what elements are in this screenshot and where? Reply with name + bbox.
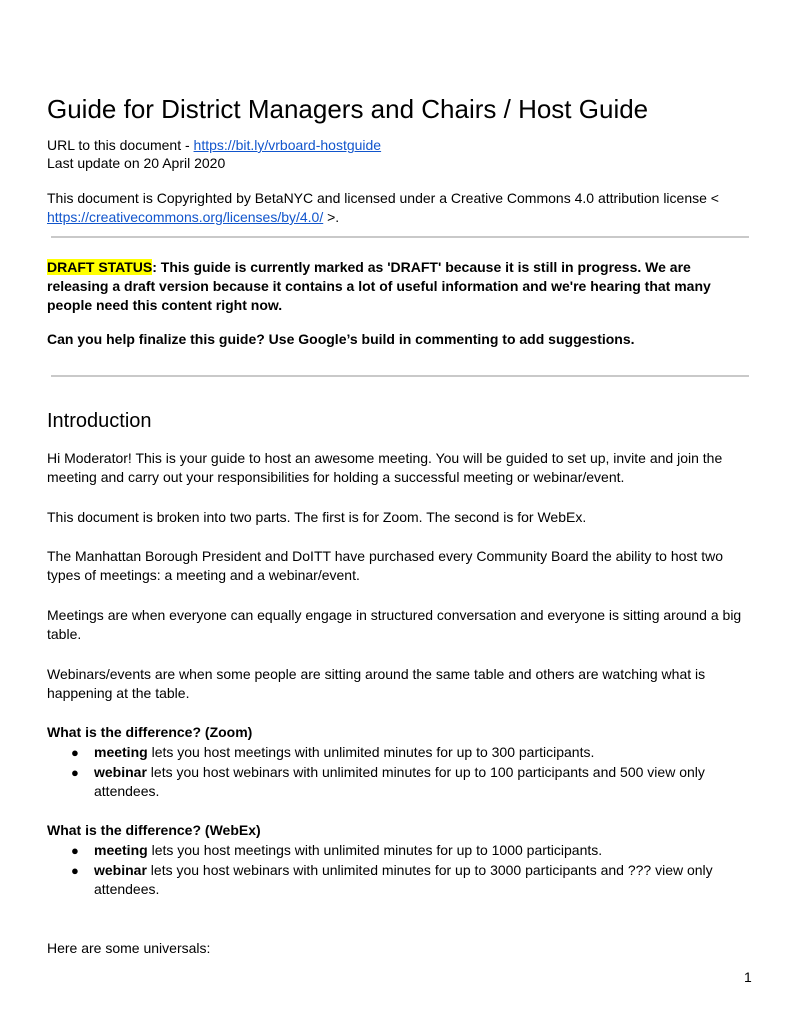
list-item bbox=[94, 841, 754, 860]
page-number: 1 bbox=[744, 969, 752, 985]
introduction-heading: Introduction bbox=[47, 410, 152, 432]
last-update: Last update on 20 April 2020 bbox=[47, 155, 226, 171]
bullet-icon: ● bbox=[71, 843, 79, 858]
bullet-icon: ● bbox=[71, 745, 79, 760]
item-text: lets you host meetings with unlimited minutes for up to 300 participants. bbox=[147, 744, 595, 760]
bullet-icon: ● bbox=[71, 765, 79, 780]
bullet-icon: ● bbox=[71, 863, 79, 878]
divider bbox=[51, 236, 749, 238]
item-text: lets you host meetings with unlimited minutes for up to 1000 participants. bbox=[147, 842, 603, 858]
universals-text: Here are some universals: bbox=[47, 940, 211, 956]
intro-paragraph-1: Hi Moderator! This is your guide to host an awesome meeting. You will be guided to set up, invite and join the meeting and carry out your responsibilities for holding a successful meeting or webinar/event. bbox=[47, 450, 723, 485]
list-item bbox=[94, 861, 754, 899]
license-paragraph bbox=[47, 189, 757, 227]
intro-paragraph-3: The Manhattan Borough President and DoITT have purchased every Community Board the ability to host two types of meetings: a meeting and a webinar/event. bbox=[47, 548, 723, 583]
item-text: lets you host webinars with unlimited minutes for up to 100 participants and 500 view only attendees. bbox=[94, 764, 705, 799]
license-suffix: >. bbox=[323, 209, 340, 225]
intro-paragraph-4: Meetings are when everyone can equally engage in structured conversation and everyone is sitting around a big table. bbox=[47, 607, 742, 642]
draft-status-text: : This guide is currently marked as 'DRAFT' because it is still in progress. We are releasing a draft version because it contains a lot of useful information and we're hearing that many people need this content right now. bbox=[47, 259, 711, 313]
intro-paragraph-5: Webinars/events are when some people are sitting around the same table and others are watching what is happening at the table. bbox=[47, 666, 706, 701]
intro-paragraph-2: This document is broken into two parts. The first is for Zoom. The second is for WebEx. bbox=[47, 509, 587, 525]
license-link[interactable]: https://creativecommons.org/licenses/by/4.0/ bbox=[47, 209, 324, 225]
url-prefix: URL to this document - bbox=[47, 137, 194, 153]
term: webinar bbox=[94, 764, 147, 780]
term: meeting bbox=[94, 744, 148, 760]
help-finalize-text: Can you help finalize this guide? Use Google’s build in commenting to add suggestions. bbox=[47, 331, 635, 347]
draft-status-paragraph bbox=[47, 258, 747, 315]
list-item bbox=[94, 763, 754, 801]
webex-difference-heading: What is the difference? (WebEx) bbox=[47, 822, 261, 838]
url-line bbox=[47, 136, 381, 155]
list-item bbox=[94, 743, 754, 762]
item-text: lets you host webinars with unlimited minutes for up to 3000 participants and ??? view only attendees. bbox=[94, 862, 713, 897]
document-url-link[interactable]: https://bit.ly/vrboard-hostguide bbox=[193, 137, 382, 153]
document-title: Guide for District Managers and Chairs / Host Guide bbox=[47, 94, 649, 124]
term: meeting bbox=[94, 842, 148, 858]
license-text: This document is Copyrighted by BetaNYC and licensed under a Creative Commons 4.0 attribution license < bbox=[47, 190, 719, 206]
divider bbox=[51, 375, 749, 377]
term: webinar bbox=[94, 862, 147, 878]
draft-status-label: DRAFT STATUS bbox=[47, 259, 153, 275]
zoom-difference-heading: What is the difference? (Zoom) bbox=[47, 724, 253, 740]
